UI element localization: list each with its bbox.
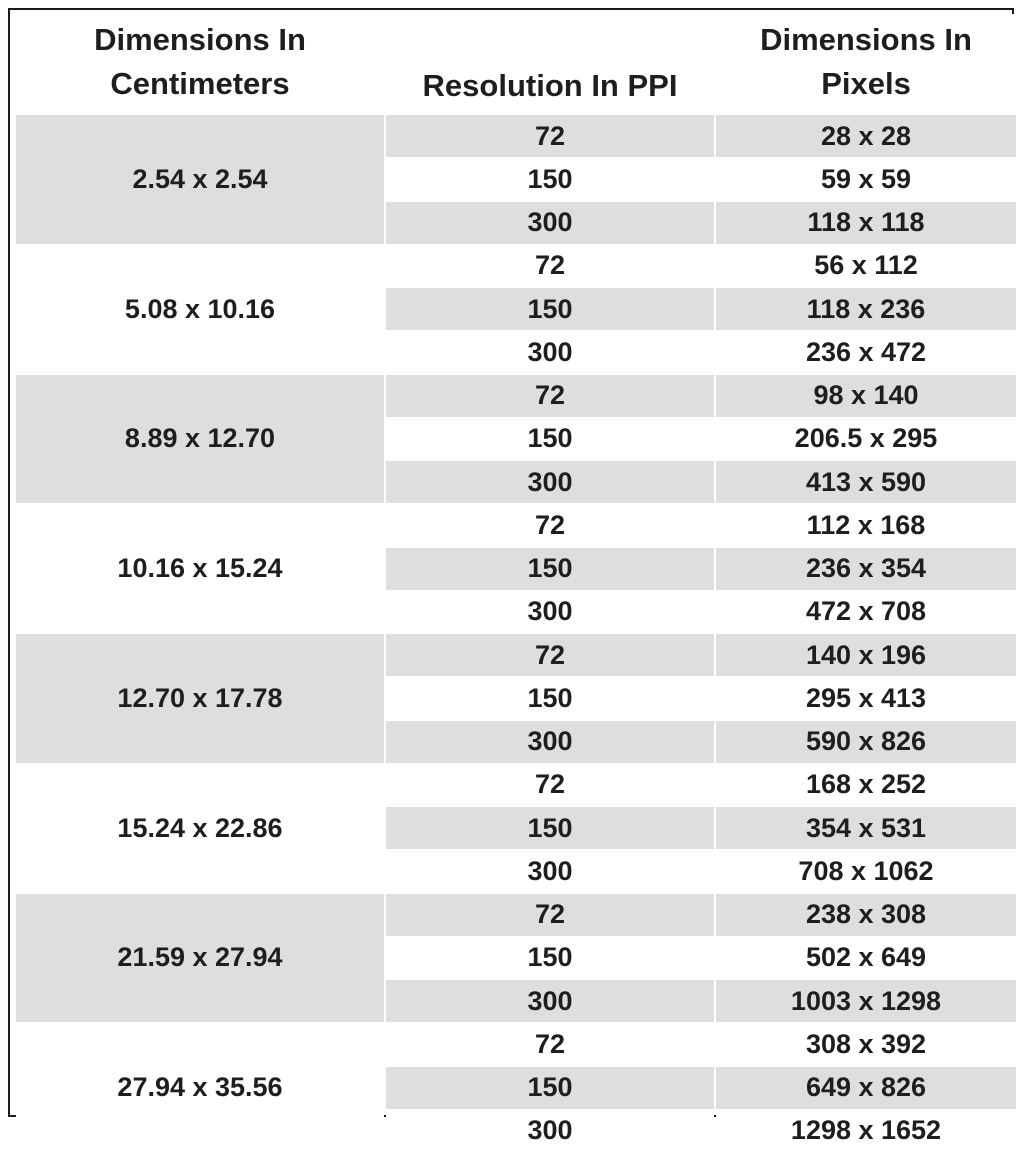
cell-dimensions-px: 708 x 1062 (716, 849, 1016, 892)
cell-ppi: 150 (386, 157, 714, 200)
table-header (16, 14, 1016, 114)
table-row (16, 763, 1016, 806)
cell-ppi: 300 (386, 460, 714, 503)
cell-dimensions-px: 354 x 531 (716, 806, 1016, 849)
cell-dimensions-px: 56 x 112 (716, 244, 1016, 287)
header-dimensions-cm (16, 14, 384, 114)
cell-dimensions-cm: 12.70 x 17.78 (16, 633, 384, 763)
cell-dimensions-cm: 10.16 x 15.24 (16, 503, 384, 633)
cell-ppi: 300 (386, 1109, 714, 1152)
header-dimensions-px-line1: Dimensions In (760, 22, 972, 57)
cell-ppi: 300 (386, 849, 714, 892)
cell-ppi: 72 (386, 763, 714, 806)
table-row (16, 633, 1016, 676)
cell-ppi: 300 (386, 720, 714, 763)
cell-dimensions-px: 295 x 413 (716, 676, 1016, 719)
cell-ppi: 300 (386, 201, 714, 244)
cell-ppi: 72 (386, 503, 714, 546)
cell-ppi: 150 (386, 936, 714, 979)
cell-ppi: 72 (386, 1022, 714, 1065)
header-resolution-ppi (386, 14, 714, 114)
cell-dimensions-cm: 27.94 x 35.56 (16, 1022, 384, 1152)
header-dimensions-cm-line2: Centimeters (110, 66, 290, 101)
cell-dimensions-cm: 5.08 x 10.16 (16, 244, 384, 374)
cell-dimensions-px: 118 x 236 (716, 287, 1016, 330)
table-row (16, 114, 1016, 157)
cell-dimensions-cm: 2.54 x 2.54 (16, 114, 384, 244)
cell-dimensions-px: 238 x 308 (716, 893, 1016, 936)
cell-ppi: 150 (386, 547, 714, 590)
cell-dimensions-px: 236 x 354 (716, 547, 1016, 590)
cell-dimensions-px: 206.5 x 295 (716, 417, 1016, 460)
cell-dimensions-cm: 15.24 x 22.86 (16, 763, 384, 893)
cell-dimensions-cm: 8.89 x 12.70 (16, 374, 384, 504)
cell-dimensions-px: 649 x 826 (716, 1066, 1016, 1109)
cell-ppi: 300 (386, 590, 714, 633)
cell-dimensions-px: 168 x 252 (716, 763, 1016, 806)
cell-ppi: 72 (386, 893, 714, 936)
cell-dimensions-px: 112 x 168 (716, 503, 1016, 546)
cell-dimensions-px: 28 x 28 (716, 114, 1016, 157)
cell-ppi: 150 (386, 287, 714, 330)
table-row (16, 1022, 1016, 1065)
cell-ppi: 72 (386, 114, 714, 157)
cell-dimensions-px: 236 x 472 (716, 330, 1016, 373)
header-dimensions-px-line2: Pixels (821, 66, 911, 101)
cell-ppi: 72 (386, 244, 714, 287)
cell-ppi: 150 (386, 676, 714, 719)
cell-ppi: 72 (386, 633, 714, 676)
cell-ppi: 300 (386, 979, 714, 1022)
cell-ppi: 150 (386, 1066, 714, 1109)
cell-ppi: 150 (386, 417, 714, 460)
table-body (16, 114, 1016, 1152)
cell-dimensions-px: 59 x 59 (716, 157, 1016, 200)
cell-dimensions-px: 140 x 196 (716, 633, 1016, 676)
table-row (16, 503, 1016, 546)
cell-dimensions-px: 118 x 118 (716, 201, 1016, 244)
cell-dimensions-px: 472 x 708 (716, 590, 1016, 633)
cell-dimensions-cm: 21.59 x 27.94 (16, 893, 384, 1023)
header-resolution-ppi-text: Resolution In PPI (422, 68, 678, 103)
cell-ppi: 72 (386, 374, 714, 417)
cell-dimensions-px: 502 x 649 (716, 936, 1016, 979)
header-dimensions-cm-line1: Dimensions In (94, 22, 306, 57)
cell-dimensions-px: 1003 x 1298 (716, 979, 1016, 1022)
cell-dimensions-px: 413 x 590 (716, 460, 1016, 503)
cell-dimensions-px: 308 x 392 (716, 1022, 1016, 1065)
table-row (16, 893, 1016, 936)
resolution-table (14, 14, 1018, 1152)
header-dimensions-px (716, 14, 1016, 114)
table-row (16, 244, 1016, 287)
cell-ppi: 300 (386, 330, 714, 373)
cell-dimensions-px: 590 x 826 (716, 720, 1016, 763)
cell-ppi: 150 (386, 806, 714, 849)
cell-dimensions-px: 98 x 140 (716, 374, 1016, 417)
table-frame (8, 8, 1014, 1146)
cell-dimensions-px: 1298 x 1652 (716, 1109, 1016, 1152)
table-row (16, 374, 1016, 417)
